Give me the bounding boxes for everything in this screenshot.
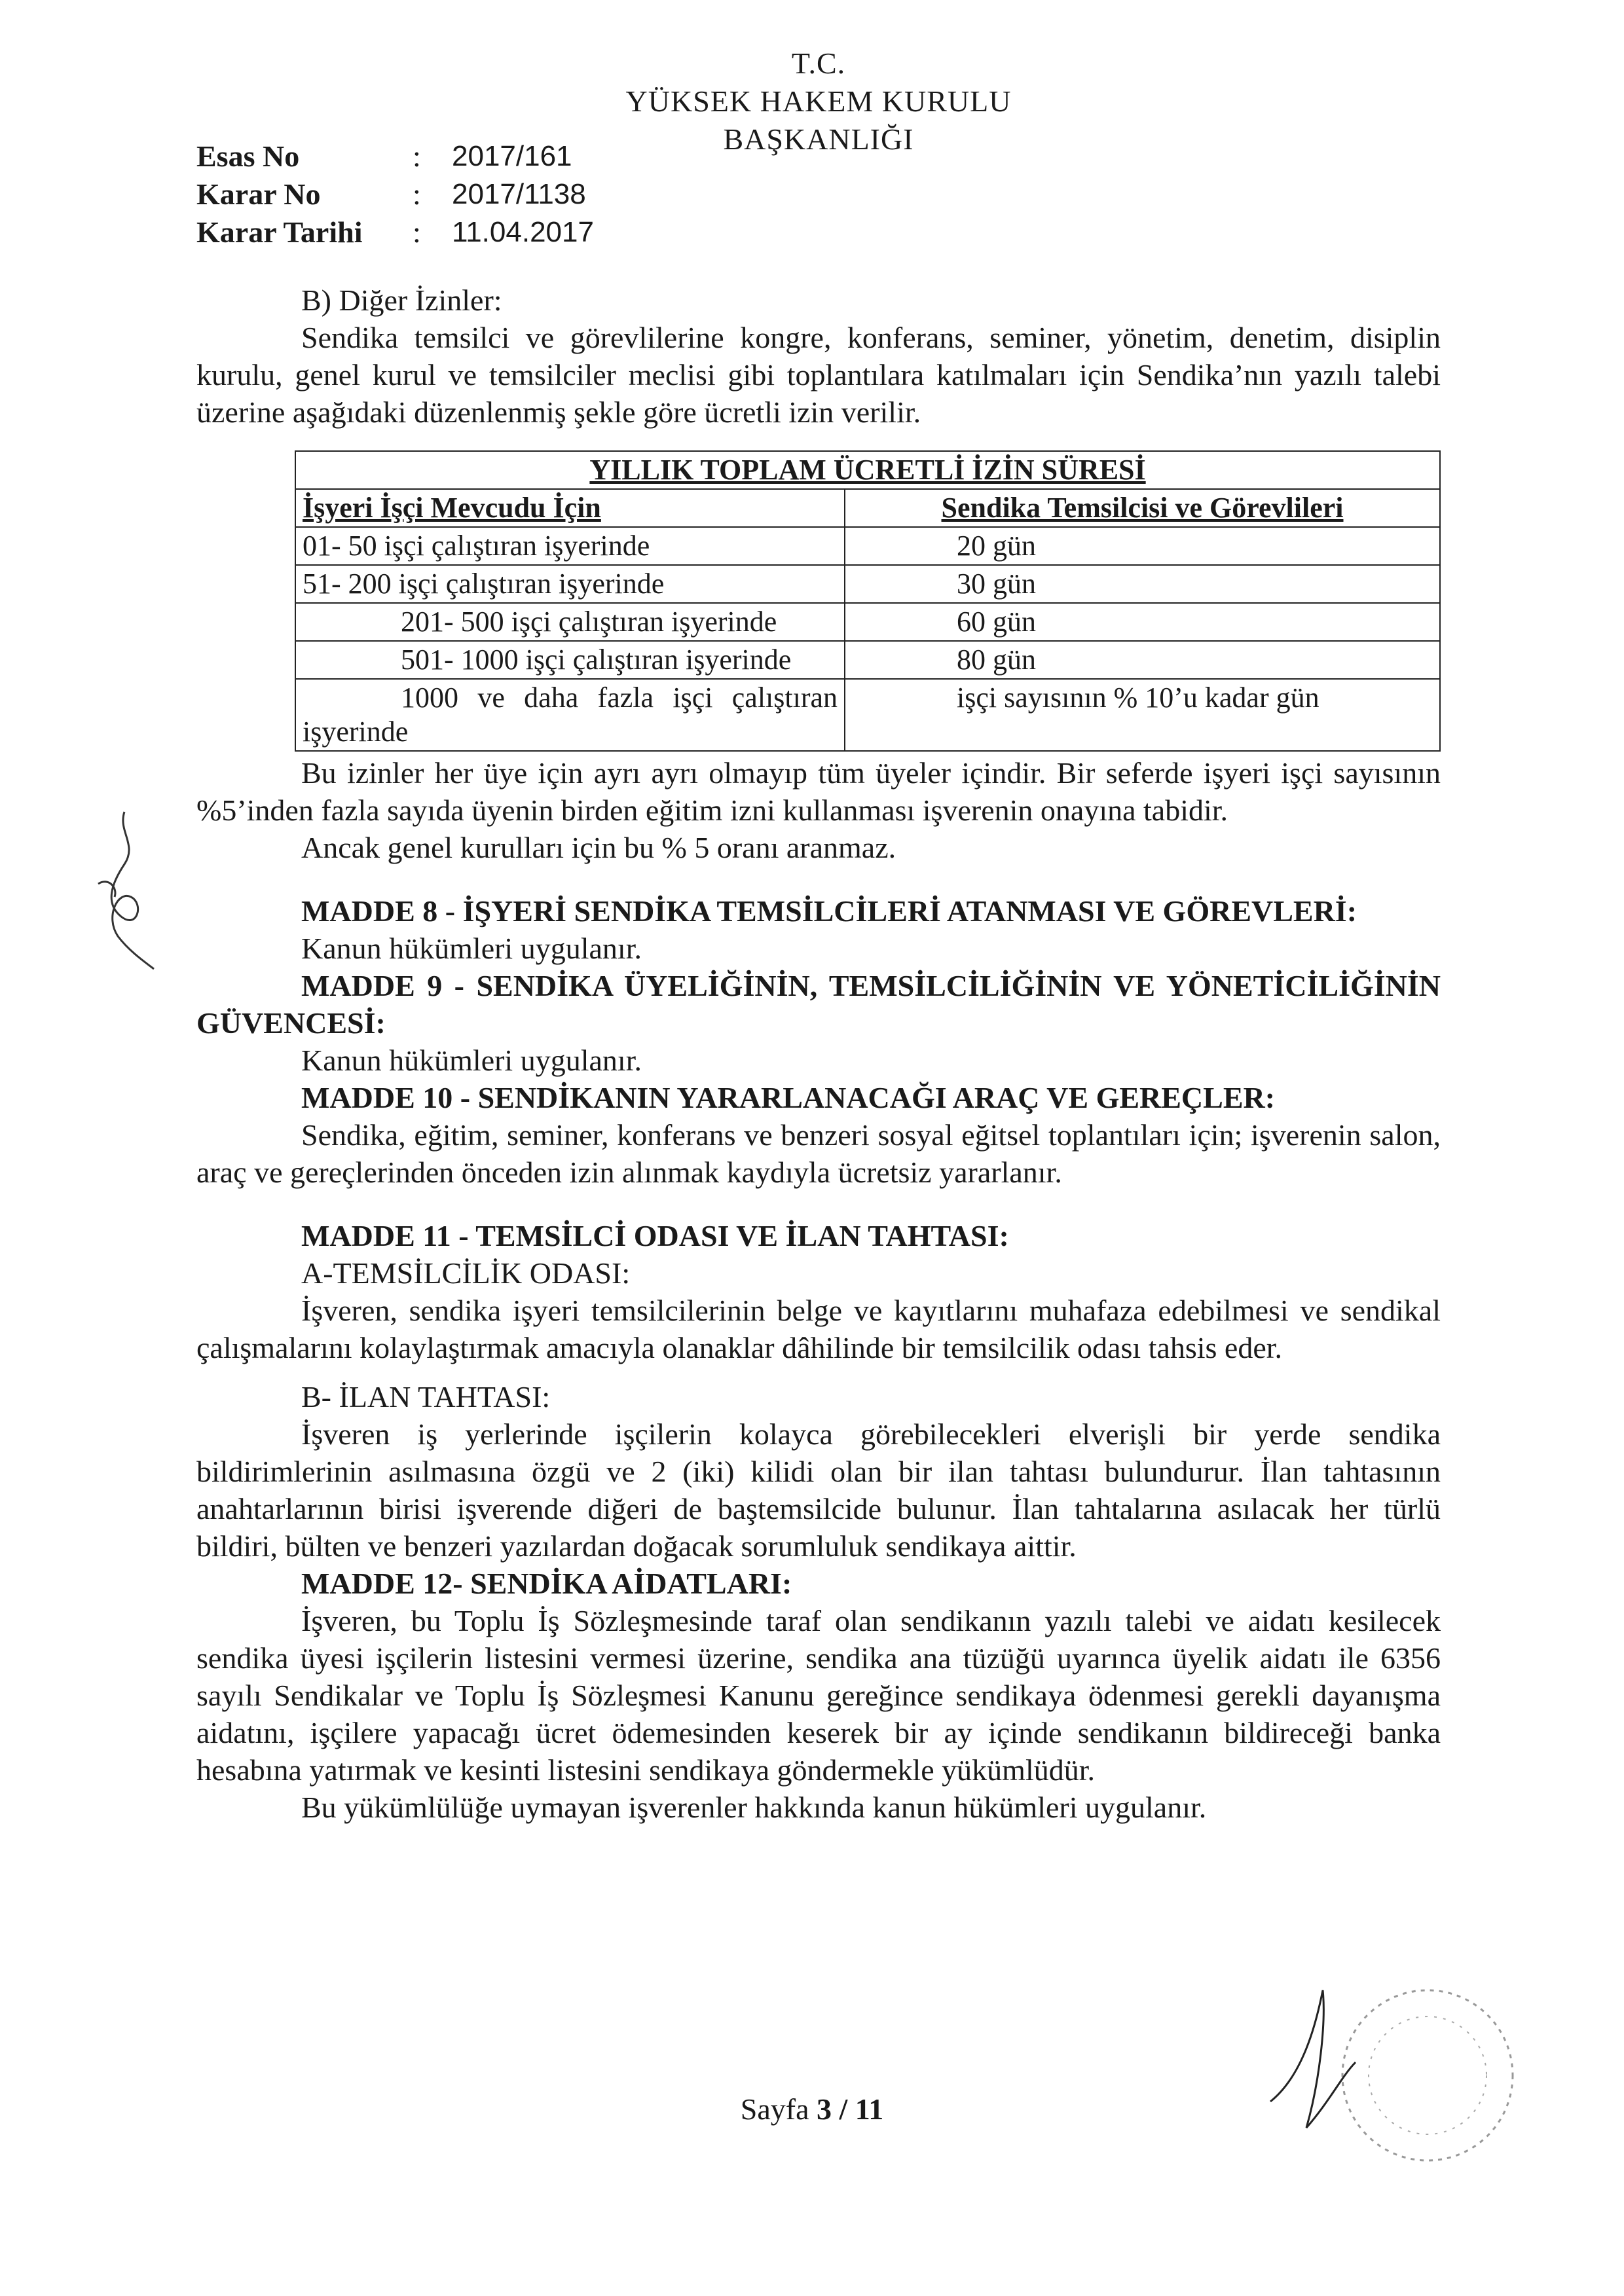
article-8-text: Kanun hükümleri uygulanır. bbox=[301, 932, 642, 965]
article-11-title: MADDE 11 - TEMSİLCİ ODASI VE İLAN TAHTASI: bbox=[301, 1219, 1009, 1252]
page-number-current: 3 bbox=[817, 2092, 832, 2126]
page-number-prefix: Sayfa bbox=[740, 2092, 809, 2126]
article-11-b-title: B- İLAN TAHTASI: bbox=[301, 1380, 551, 1413]
table-cell-leave: 30 gün bbox=[845, 565, 1440, 603]
meta-label: Karar Tarihi bbox=[196, 215, 363, 249]
official-stamp-icon bbox=[1244, 1964, 1532, 2187]
article-12-title: MADDE 12- SENDİKA AİDATLARI: bbox=[301, 1567, 792, 1600]
meta-label: Esas No bbox=[196, 139, 300, 173]
meta-row-esas bbox=[196, 137, 594, 175]
table-row bbox=[295, 679, 1440, 751]
table-row bbox=[295, 603, 1440, 641]
table-cell-workforce: 01- 50 işçi çalıştıran işyerinde bbox=[295, 527, 845, 565]
table-row bbox=[295, 565, 1440, 603]
case-metadata bbox=[196, 137, 594, 251]
table-cell-workforce: 501- 1000 işçi çalıştıran işyerinde bbox=[295, 641, 845, 679]
leave-table-col1-header: İşyeri İşçi Mevcudu İçin bbox=[295, 489, 845, 527]
article-10-title: MADDE 10 - SENDİKANIN YARARLANACAĞI ARAÇ VE GEREÇLER: bbox=[301, 1081, 1276, 1114]
meta-row-tarih bbox=[196, 213, 594, 251]
meta-value: 2017/161 bbox=[452, 140, 572, 172]
table-cell-leave: 80 gün bbox=[845, 641, 1440, 679]
header-line-institution: YÜKSEK HAKEM KURULU bbox=[625, 84, 1012, 118]
article-9-title: MADDE 9 - SENDİKA ÜYELİĞİNİN, TEMSİLCİLİĞİNİN VE YÖNETİCİLİĞİNİN GÜVENCESİ: bbox=[196, 969, 1441, 1040]
institution-header bbox=[576, 45, 1061, 158]
meta-colon: : bbox=[413, 177, 421, 211]
header-line-office: BAŞKANLIĞI bbox=[723, 122, 914, 156]
page-number-total: 11 bbox=[855, 2092, 884, 2126]
handwritten-signature-icon bbox=[79, 805, 170, 975]
leave-note-paragraph: Bu izinler her üye için ayrı ayrı olmayıp tüm üyeler içindir. Bir seferde işyeri işçi sayısının %5’inden fazla sayıda üyenin birden eğitim izni kullanması işverenin onayına tabidir. bbox=[196, 756, 1441, 827]
table-cell-workforce: 1000 ve daha fazla işçi çalıştıran işyerinde bbox=[295, 679, 845, 751]
leave-table-col2-header: Sendika Temsilcisi ve Görevlileri bbox=[845, 489, 1440, 527]
meta-label: Karar No bbox=[196, 177, 321, 211]
table-cell-workforce: 201- 500 işçi çalıştıran işyerinde bbox=[295, 603, 845, 641]
article-12-text: İşveren, bu Toplu İş Sözleşmesinde taraf olan sendikanın yazılı talebi ve aidatı kesilecek sendika üyesi işçilerin listesini vermesi üzerine, sendika ana tüzüğü uyarınca üyelik aidatı ile 6356 sayılı Sendikalar ve Toplu İş Sözleşmesi Kanunu gereğince sendikaya ödenmesi gerekli dayanışma aidatını, işçilere yapacağı ücret ödemesinden keserek bir ay içinde sendikanın bildireceği banka hesabına yatırmak ve kesinti listesini sendikaya göndermekle yükümlüdür. bbox=[196, 1604, 1441, 1787]
meta-value: 11.04.2017 bbox=[452, 216, 594, 248]
leave-table bbox=[295, 450, 1441, 752]
article-8-title: MADDE 8 - İŞYERİ SENDİKA TEMSİLCİLERİ ATANMASI VE GÖREVLERİ: bbox=[301, 894, 1357, 928]
meta-colon: : bbox=[413, 215, 421, 249]
meta-value: 2017/1138 bbox=[452, 178, 586, 210]
article-11-b-text: İşveren iş yerlerinde işçilerin kolayca görebilecekleri elverişli bir yerde sendika bildirimlerinin asılmasına özgü ve 2 (iki) kilidi olan bir ilan tahtası bulundurur. İlan tahtasının anahtarlarının birisi işverende diğeri de baştemsilcide bulunur. İlan tahtalarına asılacak her türlü bildiri, bülten ve benzeri yazılardan doğacak sorumluluk sendikaya aittir. bbox=[196, 1417, 1441, 1563]
general-assembly-note: Ancak genel kurulları için bu % 5 oranı aranmaz. bbox=[301, 831, 896, 864]
table-row bbox=[295, 527, 1440, 565]
meta-colon: : bbox=[413, 139, 421, 173]
article-11-a-text: İşveren, sendika işyeri temsilcilerinin belge ve kayıtlarını muhafaza edebilmesi ve sendikal çalışmalarını kolaylaştırmak amacıyla olanaklar dâhilinde bir temsilcilik odası tahsis eder. bbox=[196, 1294, 1441, 1364]
table-cell-leave: işçi sayısının % 10’u kadar gün bbox=[845, 679, 1440, 751]
meta-row-karar bbox=[196, 175, 594, 213]
table-cell-leave: 20 gün bbox=[845, 527, 1440, 565]
table-cell-workforce: 51- 200 işçi çalıştıran işyerinde bbox=[295, 565, 845, 603]
article-12-text-2: Bu yükümlülüğe uymayan işverenler hakkında kanun hükümleri uygulanır. bbox=[301, 1791, 1207, 1824]
page-number-sep: / bbox=[839, 2092, 848, 2126]
section-b-heading: B) Diğer İzinler: bbox=[301, 283, 502, 317]
document-body bbox=[196, 282, 1441, 1826]
article-11-a-title: A-TEMSİLCİLİK ODASI: bbox=[301, 1256, 631, 1290]
header-line-tc: T.C. bbox=[791, 46, 846, 80]
section-b-paragraph: Sendika temsilci ve görevlilerine kongre, konferans, seminer, yönetim, denetim, disiplin kurulu, genel kurul ve temsilciler meclisi gibi toplantılara katılmaları için Sendika’nın yazılı talebi üzerine aşağıdaki düzenlenmiş şekle göre ücretli izin verilir. bbox=[196, 321, 1441, 429]
table-cell-leave: 60 gün bbox=[845, 603, 1440, 641]
article-10-text: Sendika, eğitim, seminer, konferans ve benzeri sosyal eğitsel toplantıları için; işverenin salon, araç ve gereçlerinden önceden izin alınmak kaydıyla ücretsiz yararlanır. bbox=[196, 1118, 1441, 1189]
article-9-text: Kanun hükümleri uygulanır. bbox=[301, 1044, 642, 1077]
leave-table-title: YILLIK TOPLAM ÜCRETLİ İZİN SÜRESİ bbox=[295, 451, 1440, 489]
table-row bbox=[295, 641, 1440, 679]
